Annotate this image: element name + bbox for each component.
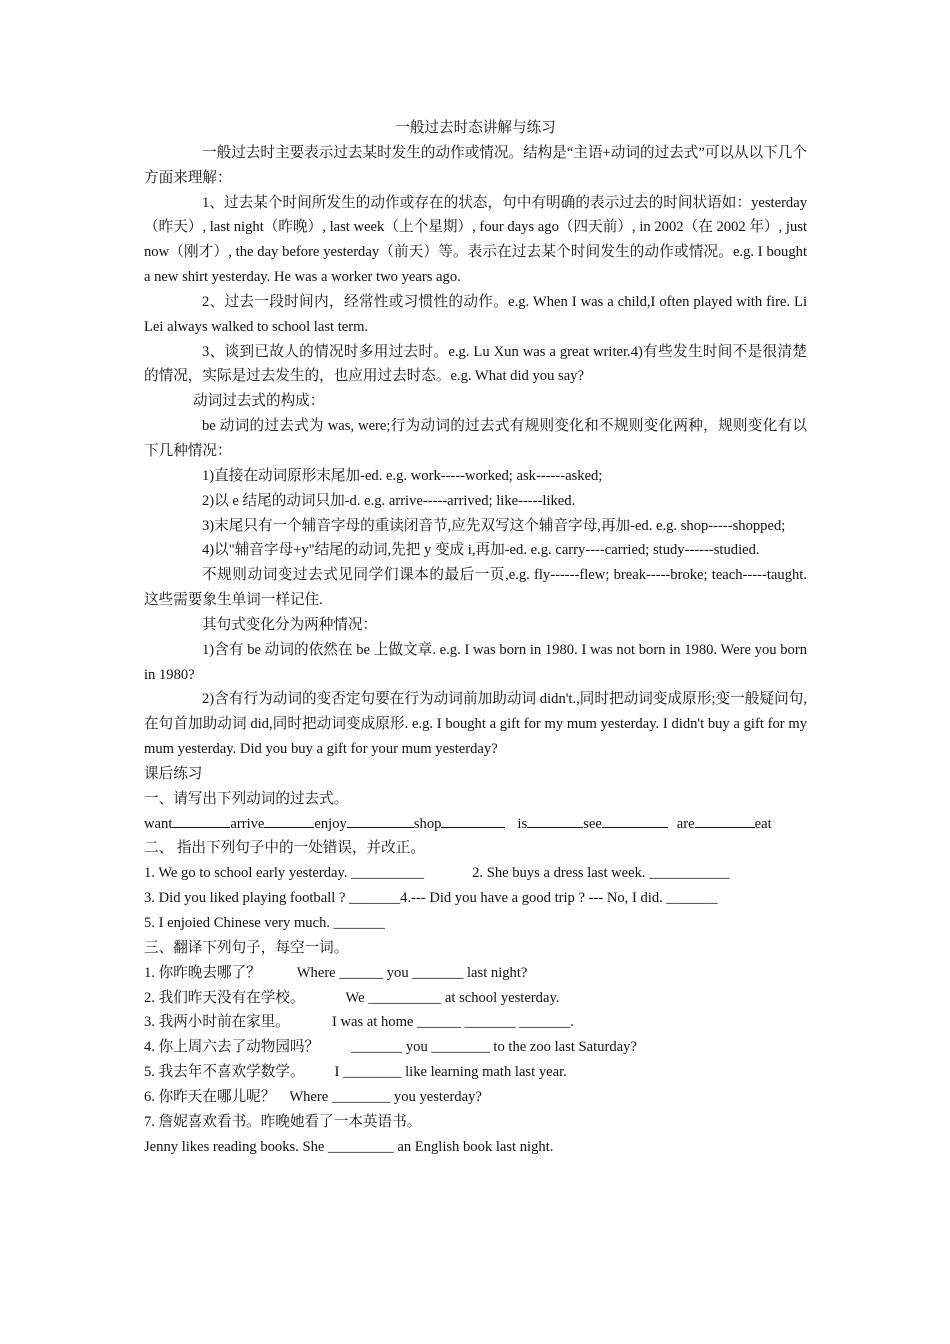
translation-item-6	[144, 1085, 807, 1110]
error-question-5: 5. I enjoied Chinese very much. _______	[144, 915, 385, 931]
part2-row-1	[144, 861, 807, 886]
answer-blank[interactable]	[441, 813, 505, 828]
verb-word: are	[676, 815, 695, 832]
translation-item-3	[144, 1010, 807, 1035]
part1-heading: 一、请写出下列动词的过去式。	[144, 790, 349, 807]
error-question-2: 2. She buys a dress last week. ___________	[472, 865, 730, 882]
exercises-heading: 课后练习	[144, 765, 203, 782]
verb-word: arrive	[230, 815, 265, 832]
answer-blank[interactable]	[527, 813, 583, 828]
answer-blank[interactable]	[602, 813, 668, 828]
usage-point-2: 2、过去一段时间内，经常性或习惯性的动作。e.g. When I was a child,I often played with fire. Li Lei always walked to school last term.	[144, 293, 807, 335]
error-question-1: 1. We go to school early yesterday. __________	[144, 865, 425, 882]
answer-blank[interactable]	[695, 813, 755, 828]
usage-point-1: 1、过去某个时间所发生的动作或存在的状态，句中有明确的表示过去的时间状语如：yesterday（昨天）, last night（昨晚）, last week（上个星期）, four days ago（四天前）, in 2002（在 2002 年）, just now（刚才）, the day before yesterday（前天）等。表示在过去某个时间发生的动作或情况。e.g. I bought a new shirt yesterday. He was a worker two years ago.	[144, 194, 807, 286]
sentence-case-2: 2)含有行为动词的变否定句要在行为动词前加助动词 didn't.,同时把动词变成原形;变一般疑问句,在句首加助动词 did,同时把动词变成原形. e.g. I bought a gift for my mum yesterday. I didn't buy a gift for my mum yesterday. Did you buy a gift for your mum yesterday?	[144, 691, 807, 758]
error-questions-3-4: 3. Did you liked playing football ? _______4.--- Did you have a good trip ? --- No, I did. _______	[144, 890, 718, 907]
rule-4: 4)以"辅音字母+y"结尾的动词,先把 y 变成 i,再加-ed. e.g. carry----carried; study------studied.	[202, 542, 760, 559]
answer-blank[interactable]	[264, 813, 314, 828]
chinese-sentence: 1. 你昨晚去哪了？	[144, 964, 261, 981]
english-sentence: Where ______ you _______ last night?	[296, 964, 528, 981]
chinese-sentence: 5. 我去年不喜欢学数学。	[144, 1064, 305, 1081]
rule-3: 3)末尾只有一个辅音字母的重读闭音节,应先双写这个辅音字母,再加-ed. e.g. shop-----shopped;	[202, 517, 786, 534]
verb-word: shop	[413, 815, 442, 832]
rule-1: 1)直接在动词原形末尾加-ed. e.g. work-----worked; ask------asked;	[202, 467, 603, 484]
english-sentence: Where ________ you yesterday?	[289, 1088, 482, 1105]
verb-word: is	[517, 815, 528, 832]
english-sentence: I was at home ______ _______ _______.	[331, 1014, 574, 1031]
verb-word: want	[144, 815, 173, 832]
verb-word: enjoy	[314, 815, 347, 832]
part2-heading: 二、 指出下列句子中的一处错误，并改正。	[144, 840, 425, 857]
english-sentence: I ________ like learning math last year.	[334, 1064, 567, 1081]
verb-word: eat	[754, 815, 772, 832]
usage-point-3: 3、谈到已故人的情况时多用过去时。e.g. Lu Xun was a great writer.4)有些发生时间不是很清楚的情况，实际是过去发生的，也应用过去时态。e.g. What did you say?	[144, 343, 807, 385]
translation-item-2	[144, 986, 807, 1011]
chinese-sentence: 2. 我们昨天没有在学校。	[144, 989, 305, 1006]
document-title: 一般过去时态讲解与练习	[395, 120, 556, 136]
forms-heading: 动词过去式的构成：	[193, 393, 325, 410]
sentence-case-1: 1)含有 be 动词的依然在 be 上做文章. e.g. I was born in 1980. I was not born in 1980. Were you born in 1980?	[144, 641, 807, 683]
chinese-sentence: 4. 你上周六去了动物园吗？	[144, 1039, 320, 1056]
translation-item-4	[144, 1035, 807, 1060]
verb-word: see	[583, 815, 602, 832]
forms-intro: be 动词的过去式为 was, were;行为动词的过去式有规则变化和不规则变化两种，规则变化有以下几种情况：	[144, 418, 807, 459]
verb-blanks-row	[144, 812, 807, 837]
sentence-heading: 其句式变化分为两种情况：	[202, 616, 378, 633]
answer-blank[interactable]	[347, 813, 414, 828]
document-page	[144, 116, 807, 1159]
chinese-sentence: 3. 我两小时前在家里。	[144, 1014, 290, 1031]
chinese-sentence: 6. 你昨天在哪儿呢？	[144, 1088, 276, 1105]
translation-item-7-chinese: 7. 詹妮喜欢看书。昨晚她看了一本英语书。	[144, 1113, 422, 1130]
english-sentence: _______ you ________ to the zoo last Saturday?	[351, 1039, 637, 1056]
translation-item-7-english: Jenny likes reading books. She _________ an English book last night.	[144, 1138, 554, 1155]
intro-paragraph: 一般过去时主要表示过去某时发生的动作或情况。结构是“主语+动词的过去式”可以从以下几个方面来理解：	[144, 144, 807, 186]
translation-item-1	[144, 961, 807, 986]
irregular-verbs: 不规则动词变过去式见同学们课本的最后一页,e.g. fly------flew; break-----broke; teach-----taught. 这些需要象生单词一样记住.	[144, 567, 807, 609]
english-sentence: We __________ at school yesterday.	[345, 989, 560, 1006]
part3-heading: 三、翻译下列句子，每空一词。	[144, 939, 349, 956]
translation-item-5	[144, 1060, 807, 1085]
answer-blank[interactable]	[172, 813, 230, 828]
rule-2: 2)以 e 结尾的动词只加-d. e.g. arrive-----arrived; like-----liked.	[202, 492, 576, 509]
